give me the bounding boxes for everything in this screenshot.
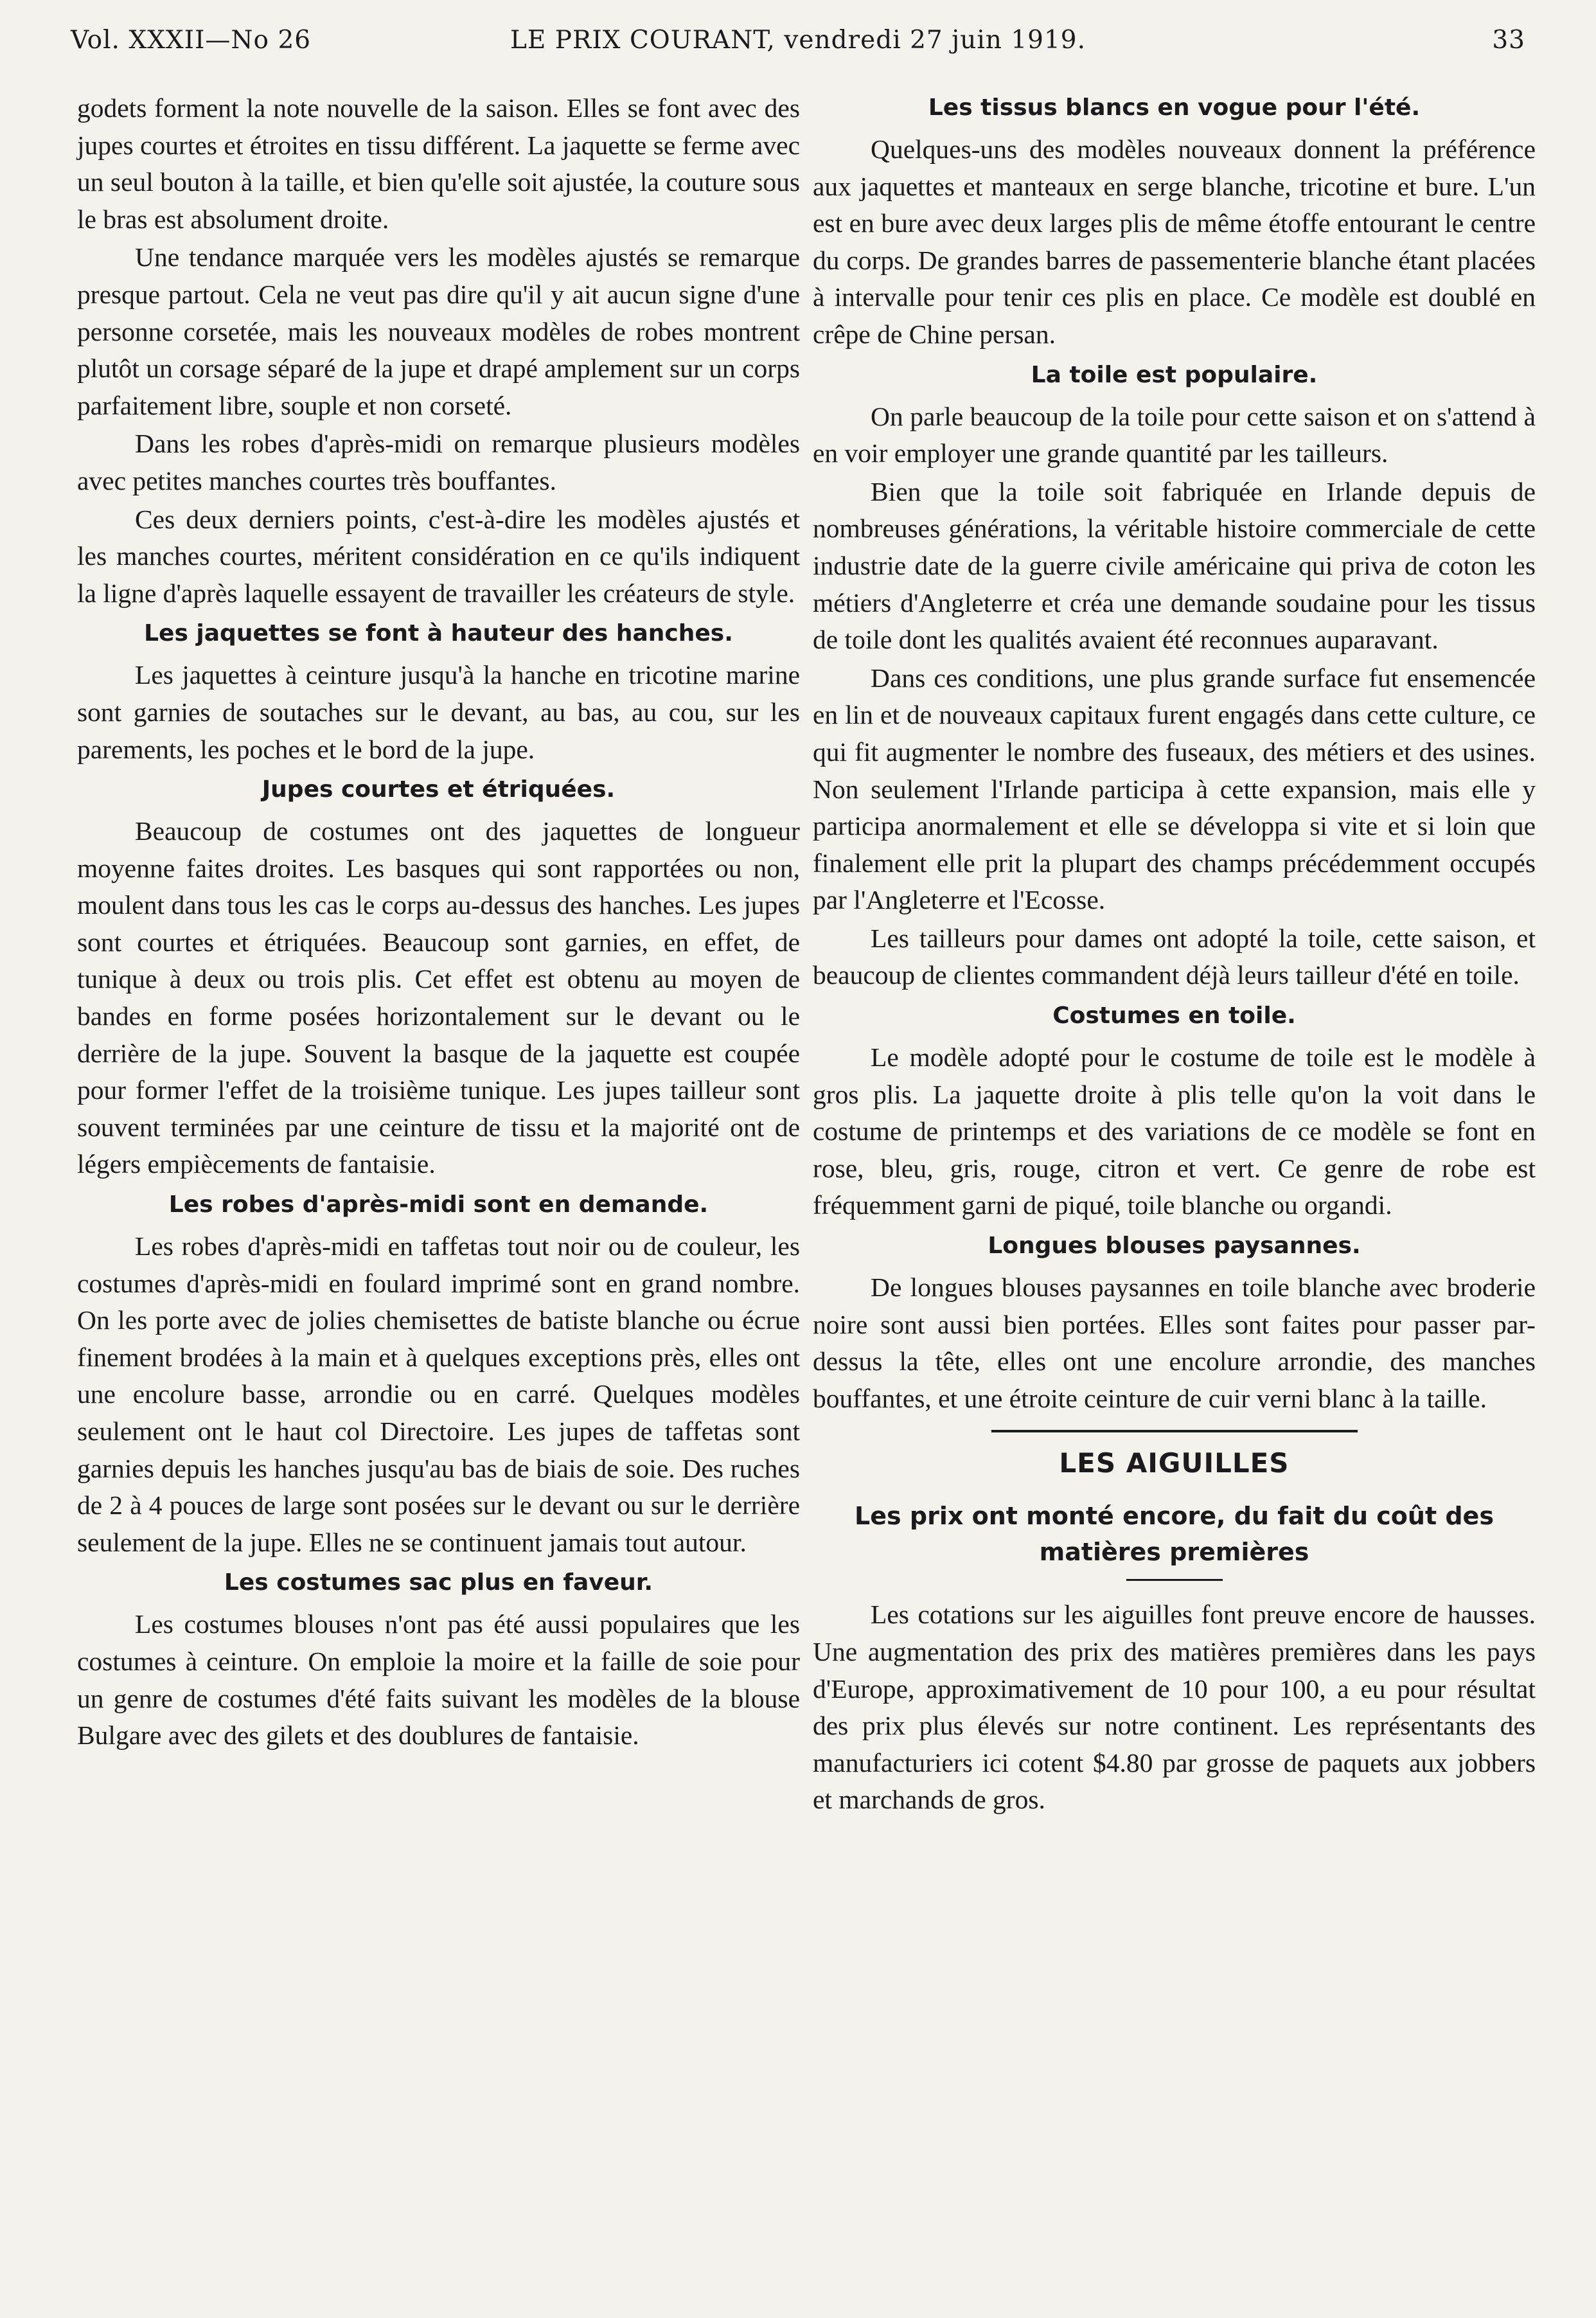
article-heading: Les jaquettes se font à hauteur des hanches. (144, 620, 733, 647)
paragraph: De longues blouses paysannes en toile blanche avec broderie noire sont aussi bien portées. Elles sont faites pour passer par-dessus la tête, elles ont une encolure arrondie, des manches bouffantes, et une étroite ceinture de cuir verni blanc à la taille. (813, 1272, 1536, 1413)
article-heading: Costumes en toile. (1052, 1003, 1296, 1030)
page-header (71, 26, 1525, 64)
article-heading: Les robes d'après-midi sont en demande. (168, 1191, 709, 1218)
article-heading: Les tissus blancs en vogue pour l'été. (928, 94, 1421, 121)
paragraph: Ces deux derniers points, c'est-à-dire les modèles ajustés et les manches courtes, méritent considération en ce qu'ils indiquent la ligne d'après laquelle essayent de travailler les créateurs de style. (77, 504, 800, 608)
paragraph: Les costumes blouses n'ont pas été aussi populaires que les costumes à ceinture. On emploie la moire et la faille de soie pour un genre de costumes d'été faits suivant les modèles de la blouse Bulgare avec des gilets et des doublures de fantaisie. (77, 1609, 800, 1751)
page-number: 33 (1492, 26, 1525, 55)
section-divider (991, 1430, 1358, 1432)
subtitle-divider (1126, 1579, 1223, 1581)
article-heading: Les costumes sac plus en faveur. (224, 1569, 653, 1596)
paragraph: Quelques-uns des modèles nouveaux donnent la préférence aux jaquettes et manteaux en serge blanche, tricotine et bure. L'un est en bure avec deux larges plis de même étoffe entourant le centre du corps. De grandes barres de passementerie blanche étant placées à intervalle pour tenir ces plis en place. Ce modèle est doublé en crêpe de Chine persan. (813, 134, 1536, 349)
article-heading: La toile est populaire. (1031, 361, 1318, 388)
paragraph: Les cotations sur les aiguilles font preuve encore de hausses. Une augmentation des prix des matières premières dans les pays d'Europe, approximativement de 10 pour 100, a eu pour résultat des prix plus élevés sur notre continent. Les représentants des manufacturiers ici cotent $4.80 par grosse de paquets aux jobbers et marchands de gros. (813, 1600, 1536, 1815)
paragraph: Dans ces conditions, une plus grande surface fut ensemencée en lin et de nouveaux capitaux furent engagés dans cette culture, ce qui fit augmenter le nombre des fuseaux, des métiers et des usines. Non seulement l'Irlande participa à cette expansion, mais elle y participa anormalement et elle se développa si vite et si loin que finalement elle prit la plupart des champs précédemment occupés par l'Angleterre et l'Ecosse. (813, 663, 1536, 915)
paragraph: Les robes d'après-midi en taffetas tout noir ou de couleur, les costumes d'après-midi en foulard imprimé sont en grand nombre. On les porte avec de jolies chemisettes de batiste blanche ou écrue finement brodées à la main et à quelques exceptions près, elles ont une encolure basse, arrondie ou en carré. Quelques modèles seulement ont le haut col Directoire. Les jupes de taffetas sont garnies depuis les hanches jusqu'au bas de biais de soie. Des ruches de 2 à 4 pouces de large sont posées sur le devant ou sur le derrière seulement de la jupe. Elles ne se continuent jamais tout autour. (77, 1231, 800, 1557)
paragraph: Bien que la toile soit fabriquée en Irlande depuis de nombreuses générations, la véritable histoire commerciale de cette industrie date de la guerre civile américaine qui priva de coton les métiers d'Angleterre et créa une demande soudaine pour les tissus de toile dont les qualités avaient été reconnues auparavant. (813, 476, 1536, 655)
paragraph: Une tendance marquée vers les modèles ajustés se remarque presque partout. Cela ne veut pas dire qu'il y ait aucun signe d'une personne corsetée, mais les nouveaux modèles de robes montrent plutôt un corsage séparé de la jupe et drapé amplement sur un corps parfaitement libre, souple et non corseté. (77, 242, 800, 420)
journal-title-date: LE PRIX COURANT, vendredi 27 juin 1919. (510, 26, 1086, 55)
left-column (77, 90, 800, 1756)
article-heading: Jupes courtes et étriquées. (262, 776, 616, 803)
volume-number: Vol. XXXII—No 26 (71, 26, 312, 55)
paragraph: On parle beaucoup de la toile pour cette saison et on s'attend à en voir employer une grande quantité par les tailleurs. (813, 401, 1536, 468)
paragraph: Le modèle adopté pour le costume de toile est le modèle à gros plis. La jaquette droite à plis telle qu'on la voit dans le costume de printemps et des variations de ce modèle se font en rose, bleu, gris, rouge, citron et vert. Ce genre de robe est fréquemment garni de piqué, toile blanche ou organdi. (813, 1042, 1536, 1220)
article-heading: Longues blouses paysannes. (988, 1233, 1361, 1260)
right-column (813, 90, 1536, 1820)
article-subtitle: Les prix ont monté encore, du fait du coût des matières premières (855, 1502, 1494, 1567)
paragraph: Les tailleurs pour dames ont adopté la toile, cette saison, et beaucoup de clientes commandent déjà leurs tailleur d'été en toile. (813, 923, 1536, 990)
paragraph: godets forment la note nouvelle de la saison. Elles se font avec des jupes courtes et étroites en tissu différent. La jaquette se ferme avec un seul bouton à la taille, et bien qu'elle soit ajustée, la couture sous le bras est absolument droite. (77, 93, 800, 234)
paragraph: Dans les robes d'après-midi on remarque plusieurs modèles avec petites manches courtes très bouffantes. (77, 429, 800, 495)
paragraph: Les jaquettes à ceinture jusqu'à la hanche en tricotine marine sont garnies de soutaches sur le devant, au bas, au cou, sur les parements, les poches et le bord de la jupe. (77, 660, 800, 764)
section-title: LES AIGUILLES (1059, 1447, 1290, 1479)
paragraph: Beaucoup de costumes ont des jaquettes de longueur moyenne faites droites. Les basques qui sont rapportées ou non, moulent dans tous les cas le corps au-dessus des hanches. Les jupes sont courtes et étriquées. Beaucoup sont garnies, en effet, de tunique à deux ou trois plis. Cet effet est obtenu au moyen de bandes en forme posées horizontalement sur le devant ou le derrière de la jupe. Souvent la basque de la jaquette est coupée pour former l'effet de la troisième tunique. Les jupes tailleur sont souvent terminées par une ceinture de tissu et la majorité ont de légers empiècements de fantaisie. (77, 816, 800, 1179)
